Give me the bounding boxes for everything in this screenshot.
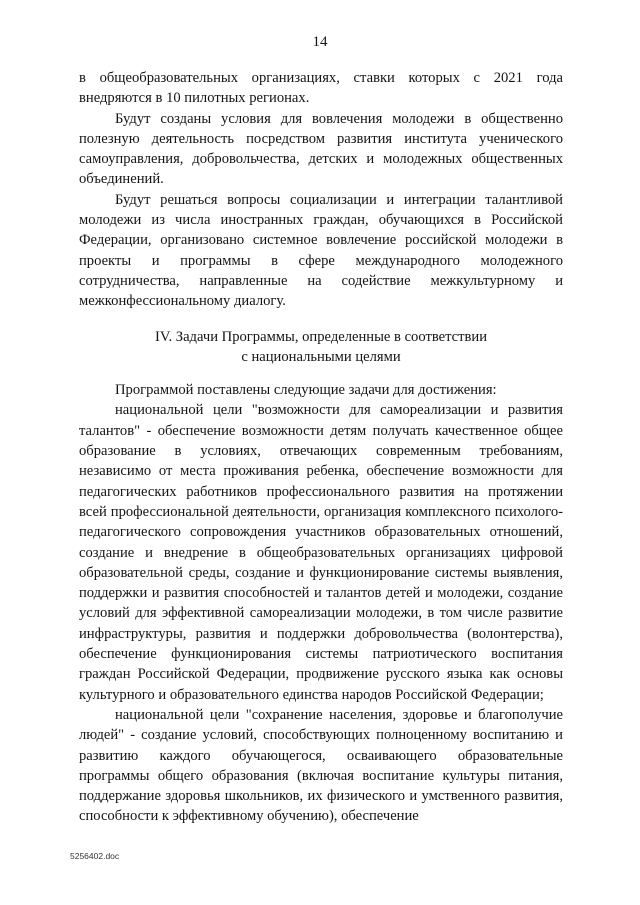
paragraph: Будут созданы условия для вовлечения молодежи в общественно полезную деятельность посредством развития института ученического самоуправления, добровольчества, детских и молодежных общественных объединений. (79, 110, 563, 188)
paragraph: национальной цели "сохранение населения, здоровье и благополучие людей" - создание условий, способствующих полноценному воспитанию и развитию каждого обучающегося, осваивающего образовательные программы общего образования (включая воспитание культуры питания, поддержание здоровья школьников, их физического и умственного развития, способности к эффективному обучению), обеспечение (79, 706, 563, 825)
paragraph: в общеобразовательных организациях, ставки которых с 2021 года внедряются в 10 пилотных регионах. (79, 70, 563, 107)
page-number: 14 (312, 34, 328, 50)
section-heading-line: с национальными целями (241, 348, 401, 365)
paragraph: национальной цели "возможности для самореализации и развития талантов" - обеспечение возможности детям получать качественное общее образование в условиях, отвечающих современным требованиям, независимо от места проживания ребенка, обеспечение возможности для педагогических работников профессионального развития на протяжении всей профессиональной деятельности, организация комплексного психолого-педагогического сопровождения участников образовательных отношений, создание и внедрение в общеобразовательных организациях цифровой образовательной среды, создание и функционирование системы выявления, поддержки и развития способностей и талантов детей и молодежи, создание условий для эффективной самореализации молодежи, в том числе развитие инфраструктуры, развития и поддержки добровольчества (волонтерства), обеспечение функционирования системы патриотического воспитания граждан Российской Федерации, продвижение русского языка как основы культурного и образовательного единства народов Российской Федерации; (79, 402, 563, 703)
section-heading (79, 327, 563, 368)
paragraph: Программой поставлены следующие задачи для достижения: (115, 382, 497, 399)
paragraph: Будут решаться вопросы социализации и интеграции талантливой молодежи из числа иностранных граждан, обучающихся в Российской Федерации, организовано системное вовлечение российской молодежи в проекты и программы в сфере международного молодежного сотрудничества, направленные на содействие межкультурному и межконфессиональному диалогу. (79, 191, 563, 310)
footer-filename: 5256402.doc (70, 851, 120, 861)
section-heading-line: IV. Задачи Программы, определенные в соответствии (154, 328, 488, 345)
document-body (79, 68, 563, 827)
